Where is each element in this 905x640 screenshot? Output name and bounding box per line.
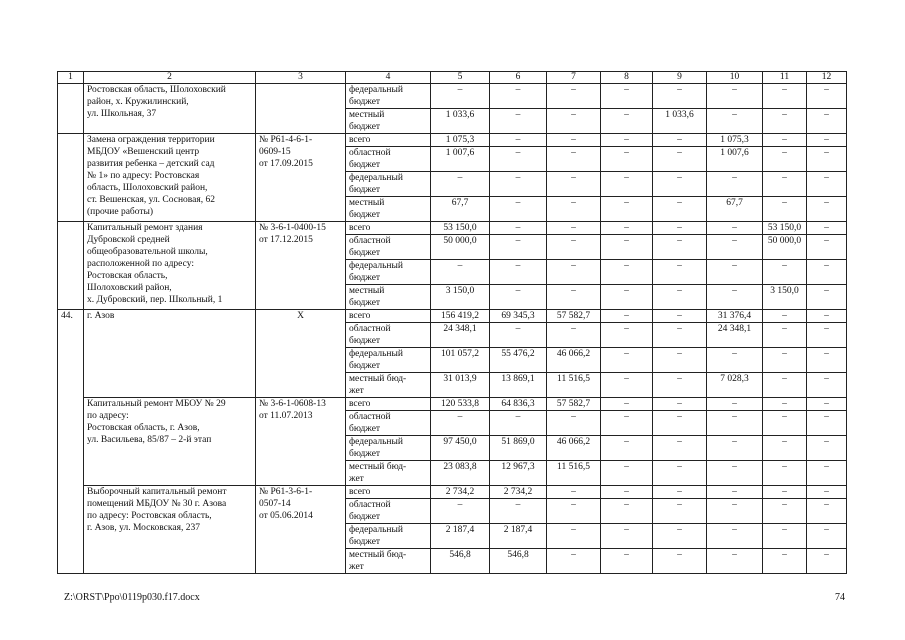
table-cell: – [707, 461, 763, 486]
table-cell: – [547, 147, 601, 172]
table-cell: местный бюджет [346, 285, 431, 310]
table-cell: 46 066,2 [547, 436, 601, 461]
table-cell: – [653, 461, 707, 486]
table-cell: – [807, 235, 847, 260]
table-cell: – [653, 436, 707, 461]
table-cell: – [601, 411, 653, 436]
table-cell: – [707, 260, 763, 285]
table-cell: 101 057,2 [431, 348, 490, 373]
table-cell: 11 516,5 [547, 461, 601, 486]
table-cell: 24 348,1 [707, 323, 763, 348]
table-cell: 69 345,3 [490, 310, 547, 323]
table-cell: – [601, 197, 653, 222]
table-cell: 1 033,6 [653, 109, 707, 134]
table-cell: г. Азов [84, 310, 256, 398]
table-row [58, 222, 847, 235]
table-cell: – [653, 260, 707, 285]
table-cell: № 3-6-1-0400-15 от 17.12.2015 [256, 222, 346, 310]
table-cell: – [490, 323, 547, 348]
table-row [58, 398, 847, 411]
table-cell: – [707, 499, 763, 524]
table-cell: – [763, 461, 807, 486]
table-cell: Ростовская область, Шолоховский район, х. Кружилинский, ул. Школьная, 37 [84, 84, 256, 134]
table-row [58, 84, 847, 109]
table-cell: 120 533,8 [431, 398, 490, 411]
table-cell: – [431, 411, 490, 436]
column-number: 12 [807, 72, 847, 84]
table-cell: – [707, 436, 763, 461]
table-cell: – [547, 235, 601, 260]
table-cell: – [653, 323, 707, 348]
table-cell: – [763, 486, 807, 499]
table-cell: 12 967,3 [490, 461, 547, 486]
table-cell: – [653, 411, 707, 436]
table-cell: 546,8 [490, 549, 547, 574]
table-cell [256, 84, 346, 134]
table-cell: – [653, 398, 707, 411]
table-cell: – [653, 499, 707, 524]
table-cell: всего [346, 398, 431, 411]
table-cell: – [490, 499, 547, 524]
table-cell: – [601, 134, 653, 147]
table-cell: 31 013,9 [431, 373, 490, 398]
table-cell: – [653, 285, 707, 310]
table-cell: – [763, 373, 807, 398]
column-number: 7 [547, 72, 601, 84]
table-cell: – [547, 197, 601, 222]
table-cell: – [547, 285, 601, 310]
table-cell: федеральный бюджет [346, 84, 431, 109]
table-cell: – [547, 524, 601, 549]
table-cell: – [763, 109, 807, 134]
column-number-row [58, 72, 847, 84]
table-cell: – [763, 323, 807, 348]
table-cell: – [807, 197, 847, 222]
table-cell: 44. [58, 310, 84, 574]
table-cell: 46 066,2 [547, 348, 601, 373]
table-cell: – [763, 310, 807, 323]
table-cell: федеральный бюджет [346, 524, 431, 549]
table-cell: 7 028,3 [707, 373, 763, 398]
table-cell: 67,7 [431, 197, 490, 222]
table-cell: – [490, 411, 547, 436]
table-cell: – [653, 235, 707, 260]
column-number: 1 [58, 72, 84, 84]
table-cell: 11 516,5 [547, 373, 601, 398]
table-row [58, 134, 847, 147]
table-cell: – [490, 222, 547, 235]
table-cell: 2 734,2 [431, 486, 490, 499]
table-cell: – [601, 524, 653, 549]
table-cell: местный бюджет [346, 197, 431, 222]
table-body [58, 72, 847, 574]
table-cell: – [763, 436, 807, 461]
table-cell: 156 419,2 [431, 310, 490, 323]
table-cell: – [807, 323, 847, 348]
table-cell: – [807, 524, 847, 549]
table-cell: 2 187,4 [490, 524, 547, 549]
table-cell: 1 033,6 [431, 109, 490, 134]
table-cell: – [707, 486, 763, 499]
table-cell: 57 582,7 [547, 398, 601, 411]
table-cell: 97 450,0 [431, 436, 490, 461]
table-cell: – [490, 172, 547, 197]
table-cell: № Р61-4-6-1- 0609-15 от 17.09.2015 [256, 134, 346, 222]
table-cell: областной бюджет [346, 411, 431, 436]
table-cell: – [653, 524, 707, 549]
table-cell: всего [346, 134, 431, 147]
table-cell: – [490, 84, 547, 109]
table-cell: – [707, 84, 763, 109]
table-cell: – [601, 172, 653, 197]
table-cell: – [547, 172, 601, 197]
table-cell: – [601, 109, 653, 134]
table-cell: – [547, 109, 601, 134]
table-cell: 1 075,3 [707, 134, 763, 147]
table-cell: – [490, 147, 547, 172]
table-cell: – [490, 134, 547, 147]
document-file-path: Z:\ORST\Ppo\0119p030.f17.docx [64, 592, 200, 603]
table-row [58, 310, 847, 323]
table-cell: – [807, 486, 847, 499]
table-cell: – [653, 486, 707, 499]
table-cell: – [763, 197, 807, 222]
table-cell: 53 150,0 [763, 222, 807, 235]
table-cell: 55 476,2 [490, 348, 547, 373]
column-number: 9 [653, 72, 707, 84]
table-cell: Капитальный ремонт МБОУ № 29 по адресу: Ростовская область, г. Азов, ул. Васильева, 85/87 – 2-й этап [84, 398, 256, 486]
table-cell: 51 869,0 [490, 436, 547, 461]
table-cell: – [431, 499, 490, 524]
table-cell: – [601, 398, 653, 411]
table-cell: – [653, 222, 707, 235]
table-cell: – [601, 436, 653, 461]
table-cell: – [763, 260, 807, 285]
table-cell: – [807, 461, 847, 486]
table-cell: – [807, 172, 847, 197]
budget-table [57, 71, 847, 574]
table-cell [58, 222, 84, 310]
table-cell: – [707, 398, 763, 411]
table-cell: областной бюджет [346, 147, 431, 172]
table-cell: – [763, 499, 807, 524]
table-cell: – [763, 172, 807, 197]
table-cell: – [707, 235, 763, 260]
table-cell: – [601, 499, 653, 524]
table-cell: федеральный бюджет [346, 348, 431, 373]
table-cell: – [490, 235, 547, 260]
table-cell: 1 075,3 [431, 134, 490, 147]
table-cell: областной бюджет [346, 499, 431, 524]
table-cell [58, 134, 84, 222]
table-cell: – [707, 109, 763, 134]
table-cell: всего [346, 310, 431, 323]
table-cell: 23 083,8 [431, 461, 490, 486]
table-cell: – [763, 524, 807, 549]
table-cell: – [763, 398, 807, 411]
table-cell: – [601, 285, 653, 310]
table-cell: – [653, 348, 707, 373]
table-cell: 3 150,0 [431, 285, 490, 310]
table-cell: 546,8 [431, 549, 490, 574]
table-cell: – [653, 147, 707, 172]
table-cell: федеральный бюджет [346, 436, 431, 461]
table-cell: федеральный бюджет [346, 172, 431, 197]
table-cell: – [707, 172, 763, 197]
table-cell: – [601, 260, 653, 285]
table-cell: – [807, 134, 847, 147]
table-cell: областной бюджет [346, 323, 431, 348]
table-cell: 2 734,2 [490, 486, 547, 499]
table-cell: – [653, 197, 707, 222]
table-cell: – [431, 84, 490, 109]
table-cell: – [547, 549, 601, 574]
table-cell: – [707, 285, 763, 310]
table-cell: № Р61-3-6-1- 0507-14 от 05.06.2014 [256, 486, 346, 574]
table-cell: 50 000,0 [431, 235, 490, 260]
table-cell: – [807, 373, 847, 398]
table-cell: – [653, 172, 707, 197]
table-cell: – [601, 310, 653, 323]
table-cell: – [547, 84, 601, 109]
table-cell: – [653, 373, 707, 398]
table-cell: – [807, 398, 847, 411]
table-cell: – [653, 134, 707, 147]
table-cell: – [547, 323, 601, 348]
table-cell: Х [256, 310, 346, 398]
table-cell: – [707, 549, 763, 574]
table-cell: – [807, 499, 847, 524]
column-number: 5 [431, 72, 490, 84]
table-cell: – [547, 411, 601, 436]
table-cell: – [763, 549, 807, 574]
table-cell: – [707, 222, 763, 235]
table-cell: – [490, 285, 547, 310]
table-cell: местный бюд- жет [346, 549, 431, 574]
page-number: 74 [835, 592, 845, 603]
table-row [58, 486, 847, 499]
table-cell: 50 000,0 [763, 235, 807, 260]
table-cell: 3 150,0 [763, 285, 807, 310]
table-cell: 13 869,1 [490, 373, 547, 398]
table-cell: – [763, 147, 807, 172]
table-cell: местный бюд- жет [346, 373, 431, 398]
table-cell: 24 348,1 [431, 323, 490, 348]
column-number: 3 [256, 72, 346, 84]
table-cell: 57 582,7 [547, 310, 601, 323]
table-cell: – [601, 549, 653, 574]
table-cell: – [707, 524, 763, 549]
table-cell: – [653, 549, 707, 574]
table-cell: – [807, 147, 847, 172]
column-number: 2 [84, 72, 256, 84]
table-cell: – [653, 310, 707, 323]
table-cell: – [547, 260, 601, 285]
table-cell: – [547, 486, 601, 499]
table-cell: федеральный бюджет [346, 260, 431, 285]
table-cell: – [490, 197, 547, 222]
table-cell: – [601, 373, 653, 398]
table-cell: – [490, 109, 547, 134]
table-cell: – [807, 84, 847, 109]
table-cell: – [807, 109, 847, 134]
table-cell: – [807, 549, 847, 574]
table-cell: – [431, 172, 490, 197]
table-cell: – [807, 436, 847, 461]
table-cell: – [431, 260, 490, 285]
column-number: 8 [601, 72, 653, 84]
table-cell: – [763, 348, 807, 373]
table-cell: областной бюджет [346, 235, 431, 260]
table-cell: 1 007,6 [707, 147, 763, 172]
table-cell: 53 150,0 [431, 222, 490, 235]
table-cell: Капитальный ремонт здания Дубровской средней общеобразовательной школы, расположенной по адресу: Ростовская область, Шолоховский район, х. Дубровский, пер. Школьный, 1 [84, 222, 256, 310]
table-cell: – [601, 147, 653, 172]
column-number: 6 [490, 72, 547, 84]
table-cell: – [807, 260, 847, 285]
table-cell: – [601, 222, 653, 235]
table-cell: – [707, 411, 763, 436]
table-cell: – [601, 348, 653, 373]
table-cell: 64 836,3 [490, 398, 547, 411]
table-cell: Замена ограждения территории МБДОУ «Вешенский центр развития ребенка – детский сад № 1» по адресу: Ростовская область, Шолоховский район, ст. Вешенская, ул. Сосновая, 62 (прочие работы) [84, 134, 256, 222]
table-cell: – [807, 310, 847, 323]
column-number: 4 [346, 72, 431, 84]
table-cell: – [807, 222, 847, 235]
table-cell: – [601, 486, 653, 499]
table-cell: – [547, 499, 601, 524]
table-cell: – [707, 348, 763, 373]
table-cell: – [601, 84, 653, 109]
table-cell: – [807, 285, 847, 310]
table-cell: 31 376,4 [707, 310, 763, 323]
table-cell: – [601, 323, 653, 348]
table-cell: всего [346, 486, 431, 499]
table-cell: – [490, 260, 547, 285]
table-cell: всего [346, 222, 431, 235]
table-cell: – [601, 461, 653, 486]
table-cell: 2 187,4 [431, 524, 490, 549]
table-cell: – [763, 134, 807, 147]
table-cell: – [653, 84, 707, 109]
table-cell: 67,7 [707, 197, 763, 222]
table-cell: – [763, 411, 807, 436]
table-cell: местный бюд- жет [346, 461, 431, 486]
table-cell: 1 007,6 [431, 147, 490, 172]
table-cell [58, 84, 84, 134]
table-cell: местный бюджет [346, 109, 431, 134]
table-cell: – [807, 348, 847, 373]
table-cell: Выборочный капитальный ремонт помещений МБДОУ № 30 г. Азова по адресу: Ростовская область, г. Азов, ул. Московская, 237 [84, 486, 256, 574]
table-cell: – [547, 222, 601, 235]
table-cell: – [601, 235, 653, 260]
column-number: 11 [763, 72, 807, 84]
table-cell: – [763, 84, 807, 109]
table-cell: – [807, 411, 847, 436]
column-number: 10 [707, 72, 763, 84]
table-cell: № 3-6-1-0608-13 от 11.07.2013 [256, 398, 346, 486]
table-cell: – [547, 134, 601, 147]
